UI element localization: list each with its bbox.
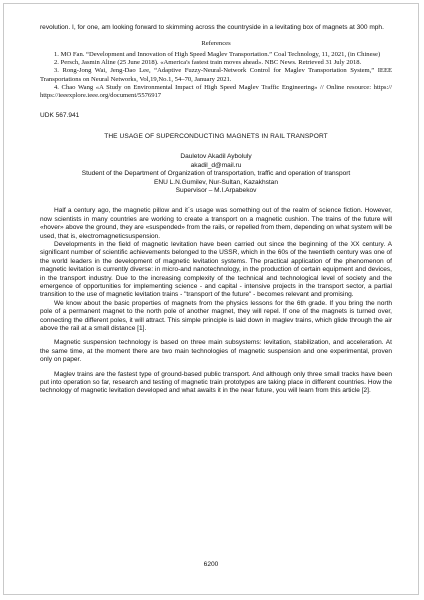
author-supervisor: Supervisor – M.I.Arpabekov [175, 186, 257, 194]
article-title: THE USAGE OF SUPERCONDUCTING MAGNETS IN RAIL TRANSPORT [104, 132, 328, 140]
references-title: References [201, 40, 231, 48]
author-email: akadil_d@mail.ru [190, 161, 242, 169]
reference-item: 4. Chao Wang «A Study on Environmental Impact of High Speed Maglev Traffic Engineering» // Online resource: https:// https://ieeexplore.ieee.org/document/5576917 [40, 83, 392, 100]
reference-item: 3. Rong-Jong Wai, Jeng-Dao Lee, “Adaptive Fuzzy-Neural-Network Control for Maglev Transportation System,” IEEE Transportations on Neural Networks, Vol,19,No.1, 54–70, January 2021. [40, 67, 392, 83]
author-university: ENU L.N.Gumilev, Nur-Sultan, Kazakhstan [154, 178, 278, 186]
body-paragraph: Magnetic suspension technology is based on three main subsystems: levitation, stabilization, and acceleration. At the same time, at the moment there are two main technologies of magnetic suspension and one experimental, proven only on paper. [40, 339, 392, 364]
body-paragraph: Developments in the field of magnetic levitation have been carried out since the beginning of the XX century. A significant number of scientific achievements belonged to the USSR, which in the 60s of the twentieth century was one of the world leaders in the development of magnetic levitation systems. The practical application of the phenomenon of magnetic levitation is currently diverse: in micro-and nanotechnology, in the production of certain equipment and devices, in the transport industry. Due to the increasing complexity of the technical and technological level of society and the emergence of opportunities for implementing science - and capital - intensive projects in the transport sector, a partial transition to the use of magnetic levitation trains - "transport of the future" - becomes relevant and promising. [40, 240, 392, 299]
body-paragraph: Half a century ago, the magnetic pillow and it`s usage was something out of the realm of science fiction. However, now scientists in many countries are working to create a transport on a magnetic cushion. The trains of the future will «hover» above the ground, they are «suspended» from the rails, or repelled from them, depending on what system will be used, that is, electromagneticsuspension. [40, 207, 392, 240]
document-page [3, 3, 419, 595]
reference-item: 1. MO Fan. “Development and Innovation of High Speed Maglev Transportation.” Coal Technology, 11, 2021, (in Chinese) [54, 50, 381, 58]
intro-paragraph: revolution. I, for one, am looking forward to skimming across the countryside in a levitating box of magnets at 300 mph. [40, 24, 384, 31]
author-name: Dauletov Akadil Aybolulу [180, 153, 252, 161]
page-content [40, 24, 392, 396]
udk-code: UDK 567.941 [40, 112, 80, 120]
reference-item: 2. Persch, Jasmin Aline (25 June 2018). «America's fastest train moves ahead». NBC News. Retrieved 31 July 2018. [54, 59, 362, 66]
page-number: 6200 [203, 561, 219, 568]
body-paragraph: Maglev trains are the fastest type of ground-based public transport. And although only three small tracks have been put into operation so far, research and testing of magnetic train prototypes are taking place in different countries. How the technology of magnetic levitation developed and what awaits it in the near future, you will learn from this article [2]. [40, 370, 392, 395]
author-affiliation: Student of the Department of Organization of transportation, traffic and operation of transport [81, 170, 351, 178]
body-paragraph: We know about the basic properties of magnets from the physics lessons for the 6th grade. If you bring the north pole of a permanent magnet to the north pole of another magnet, they will repel. If one of the magnets is turned over, connecting the different poles, it will attract. This simple principle is laid down in maglev trains, which glide through the air above the rail at a small distance [1]. [40, 299, 392, 333]
